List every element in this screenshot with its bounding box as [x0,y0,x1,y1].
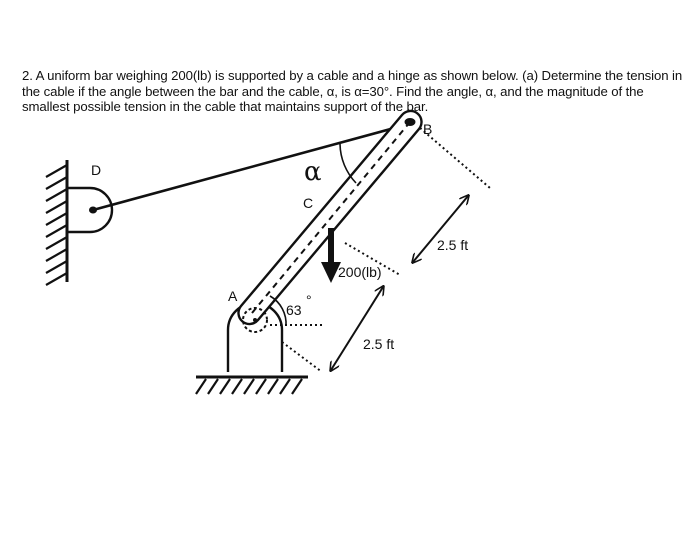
label-angle-degree: ° [306,292,312,308]
label-dimension-lower: 2.5 ft [363,336,395,352]
label-angle-63: 63 [286,302,302,318]
label-point-a: A [228,288,238,304]
label-alpha: α [304,157,322,187]
uniform-bar [238,111,421,324]
label-dimension-upper: 2.5 ft [437,237,469,253]
problem-statement: 2. A uniform bar weighing 200(lb) is supported by a cable and a hinge as shown below. (a) Determine the tension in the cable if the angle between the bar and the cable, α, is α=30°. Find the angle, α, and the magnitude of the smallest possible tension in the cable that maintains support of the bar. [22,68,683,114]
label-point-d: D [91,162,102,178]
label-weight-200lb: 200(lb) [338,264,382,280]
dimension-arrow-lower [331,287,383,370]
cable-pin-d [89,207,97,214]
label-point-b: B [423,121,433,137]
label-point-c: C [303,195,314,211]
wall-support [46,160,67,285]
